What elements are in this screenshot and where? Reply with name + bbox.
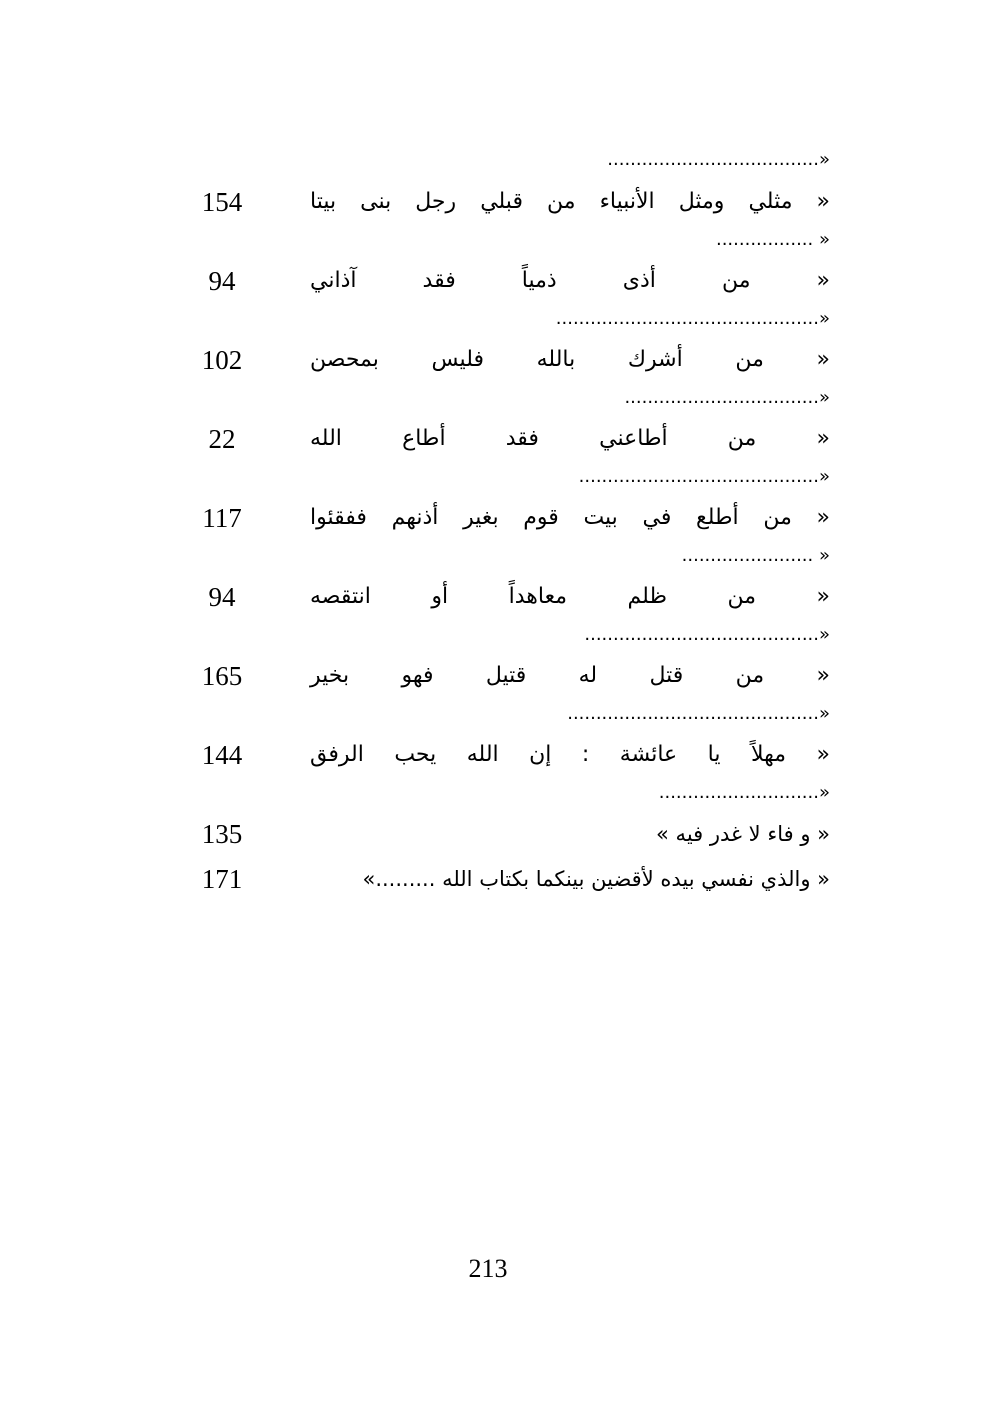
continuation-dots: «............................ (658, 782, 830, 803)
entry-text: « و فاء لا غدر فيه » (656, 822, 830, 846)
entry-page-number: 94 (208, 266, 236, 296)
entry-page-number: 117 (202, 503, 242, 533)
entry-text: « من أطلع في بيت قوم بغير أذنهم ففقئوا (310, 505, 830, 530)
index-entry (190, 421, 830, 461)
index-entry (190, 342, 830, 382)
entry-page-number: 165 (201, 661, 243, 691)
entry-page-number: 135 (201, 819, 243, 849)
entry-page-number: 94 (208, 582, 236, 612)
entry-text: « من أذى ذمياً فقد آذاني (310, 268, 830, 293)
continuation-dots: «.......................................... (578, 466, 830, 487)
entry-text: « من ظلم معاهداً أو انتقصه (310, 584, 830, 609)
index-entry (190, 184, 830, 224)
continuation-dots: «.............................................. (555, 308, 830, 329)
entry-text: « من أطاعني فقد أطاع الله (310, 426, 830, 451)
index-entry (190, 263, 830, 303)
continuation-dots: «......................................... (584, 624, 830, 645)
continuation-dots: « ................. (715, 229, 830, 250)
entry-text: « من قتل له قتيل فهو بخير (310, 663, 830, 688)
entry-text: « مثلي ومثل الأنبياء من قبلي رجل بنى بيتا (310, 189, 830, 214)
continuation-dots: «.................................. (624, 387, 830, 408)
entry-page-number: 102 (201, 345, 243, 375)
index-entry (190, 579, 830, 619)
continuation-dots: «..................................... (607, 149, 830, 170)
index-entry (190, 737, 830, 777)
entry-text: « والذي نفسي بيده لأقضين بينكما بكتاب الله .........» (362, 867, 830, 891)
entry-page-number: 144 (201, 740, 243, 770)
entry-text: « من أشرك بالله فليس بمحصن (310, 347, 830, 372)
entry-page-number: 171 (201, 864, 243, 894)
continuation-dots: « ....................... (681, 545, 830, 566)
continuation-dots: «............................................ (567, 703, 830, 724)
index-entry (190, 816, 830, 856)
entry-text: « مهلاً يا عائشة : إن الله يحب الرفق (310, 742, 830, 767)
index-entry (190, 658, 830, 698)
index-entry (190, 500, 830, 540)
entry-page-number: 22 (208, 424, 236, 454)
page-number: 213 (468, 1254, 508, 1283)
entry-page-number: 154 (201, 187, 243, 217)
index-entry (190, 861, 830, 901)
